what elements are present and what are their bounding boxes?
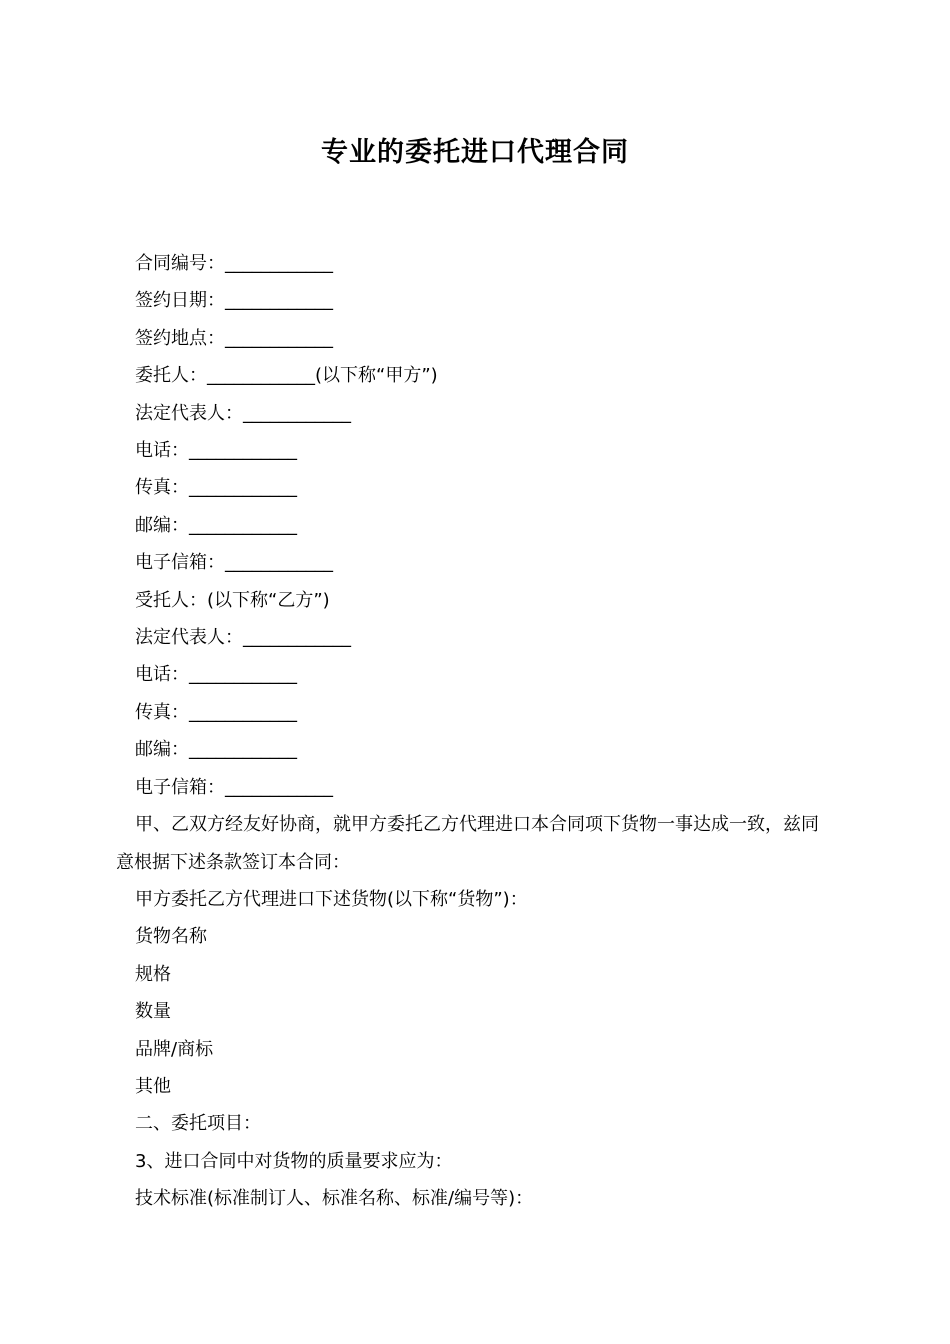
- field-contract-number: 合同编号：____________: [135, 253, 333, 274]
- field-agent-email: 电子信箱：____________: [135, 776, 333, 798]
- document-title: 专业的委托进口代理合同: [321, 137, 629, 168]
- field-principal-phone: 电话：____________: [135, 440, 297, 462]
- field-principal: 委托人：____________(以下称“甲方”): [135, 365, 438, 387]
- goods-intro: 甲方委托乙方代理进口下述货物(以下称“货物”)：: [135, 888, 528, 910]
- field-signing-place: 签约地点：____________: [135, 327, 333, 349]
- field-principal-fax: 传真：____________: [135, 477, 297, 499]
- field-agent-legal-rep: 法定代表人：____________: [135, 627, 351, 649]
- technical-standard: 技术标准(标准制订人、标准名称、标准/编号等)：: [135, 1188, 534, 1210]
- field-principal-email: 电子信箱：____________: [135, 552, 333, 574]
- field-agent-fax: 传真：____________: [135, 701, 297, 723]
- field-principal-postcode: 邮编：____________: [135, 514, 297, 536]
- goods-spec: 规格: [135, 963, 171, 985]
- quality-requirements: 3、进口合同中对货物的质量要求应为：: [135, 1150, 453, 1172]
- field-signing-date: 签约日期：____________: [135, 290, 333, 312]
- field-agent: 受托人：(以下称“乙方”): [135, 589, 330, 611]
- goods-name: 货物名称: [135, 926, 207, 948]
- field-agent-postcode: 邮编：____________: [135, 739, 297, 761]
- section-entrusted-items: 二、委托项目：: [135, 1113, 261, 1135]
- field-principal-legal-rep: 法定代表人：____________: [135, 402, 351, 424]
- document-body: [116, 245, 836, 1218]
- field-agent-phone: 电话：____________: [135, 664, 297, 686]
- goods-quantity: 数量: [135, 1001, 171, 1023]
- goods-other: 其他: [135, 1075, 171, 1097]
- goods-brand: 品牌/商标: [135, 1038, 214, 1060]
- agreement-paragraph: 甲、乙双方经友好协商，就甲方委托乙方代理进口本合同项下货物一事达成一致，兹同意根据下述条款签订本合同：: [116, 814, 819, 873]
